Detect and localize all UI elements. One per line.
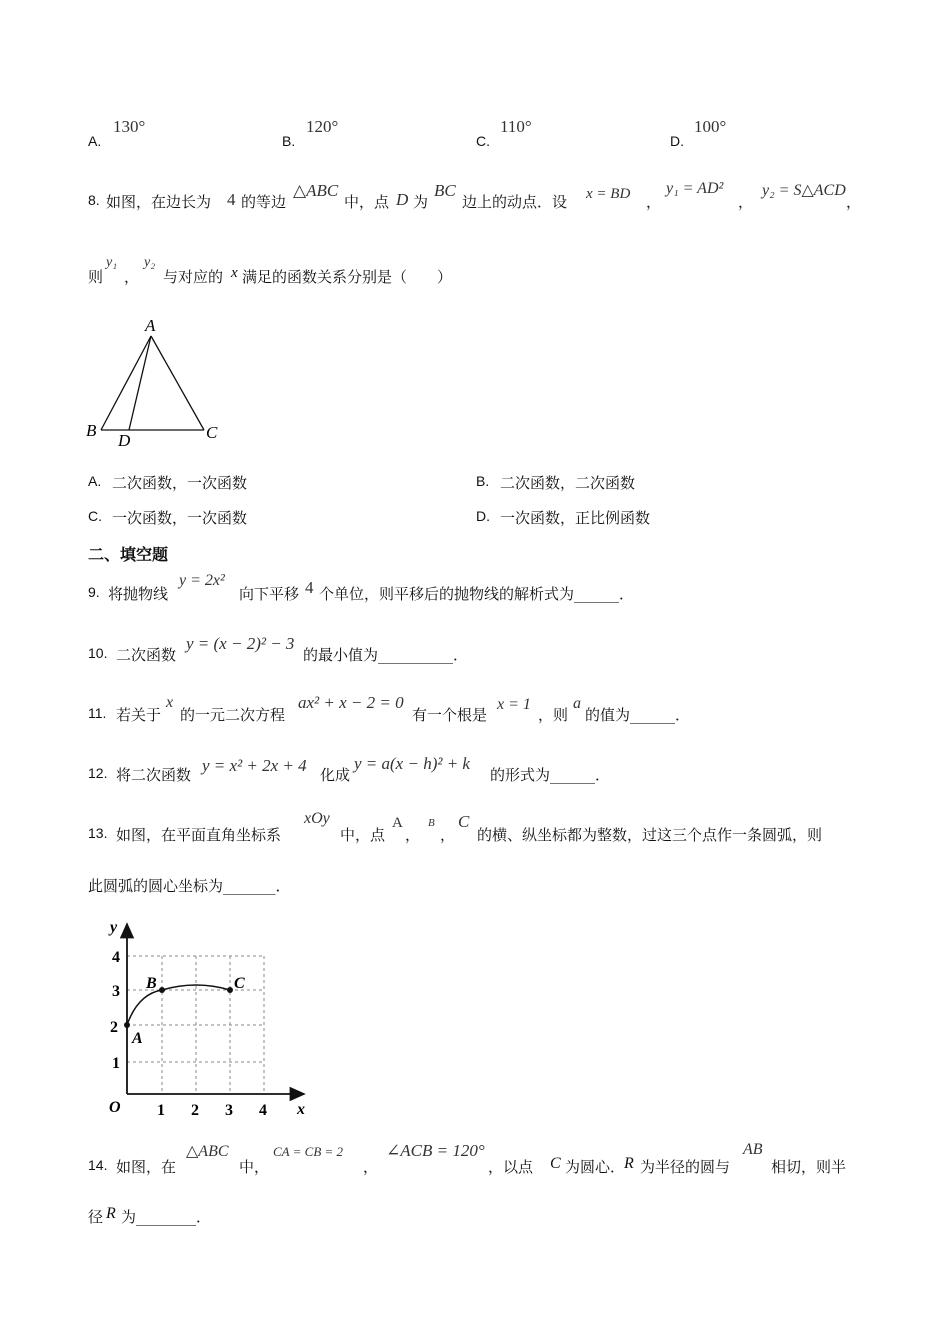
q8-comma-4: ，: [124, 268, 140, 286]
q13-x-label: x: [297, 1101, 305, 1118]
q9-text-1: 将抛物线: [108, 585, 169, 603]
q8-comma-1: ，: [646, 193, 662, 211]
q8-text-4: 为: [413, 193, 429, 211]
q13-arc: [127, 985, 230, 1025]
q13-y-tick-2: 2: [110, 1019, 118, 1036]
q11-root: x = 1: [497, 696, 531, 713]
q7-option-b-letter: B.: [282, 133, 296, 149]
q13-y-tick-4: 4: [112, 949, 120, 966]
q14-radius-r-2: R: [106, 1205, 116, 1222]
q8-y1: y₁: [106, 255, 118, 270]
q14-text-3: ，以点: [488, 1158, 534, 1176]
q8-y1-def: y₁ = AD²: [666, 180, 724, 197]
q8-bc: BC: [434, 181, 456, 200]
q8-text-1: 如图，在边长为: [106, 193, 212, 211]
q8-side: 4: [227, 190, 236, 209]
q12-equation-2: y = a(x − h)² + k: [354, 754, 470, 773]
q13-x-tick-1: 1: [157, 1102, 165, 1119]
q8-option-a-letter: A.: [88, 473, 102, 489]
q14-ab: AB: [743, 1141, 763, 1158]
q13-coordinate-system: xOy: [304, 810, 330, 827]
q12-number: 12.: [88, 765, 108, 781]
q8-option-c-text: 一次函数，一次函数: [112, 509, 248, 527]
q10-text-2: 的最小值为__________．: [303, 646, 469, 664]
q8-option-c-letter: C.: [88, 508, 102, 524]
q8-fig-label-b: B: [86, 421, 97, 440]
q13-number: 13.: [88, 825, 108, 841]
q7-option-a-letter: A.: [88, 133, 102, 149]
q8-x: x: [231, 265, 238, 281]
q13-graph-label-b: B: [146, 975, 157, 992]
q8-text-8: 满足的函数关系分别是（ ）: [242, 268, 453, 286]
q7-option-c-letter: C.: [476, 133, 490, 149]
q8-triangle-figure: [80, 312, 230, 452]
q13-dot-b: [159, 987, 165, 993]
q8-point-d: D: [396, 190, 409, 209]
q13-text-3: 的横、纵坐标都为整数，过这三个点作一条圆弧，则: [477, 826, 823, 844]
q8-text-5: 边上的动点．设: [462, 193, 568, 211]
q11-equation: ax² + x − 2 = 0: [298, 693, 404, 712]
q8-option-b-letter: B.: [476, 473, 490, 489]
q13-dot-c: [227, 987, 233, 993]
q13-x-tick-3: 3: [225, 1102, 233, 1119]
q13-x-tick-4: 4: [259, 1102, 267, 1119]
q8-y2-def: y₂ = S△ACD: [762, 182, 846, 199]
q8-comma-3: ，: [846, 193, 862, 211]
q11-number: 11.: [88, 705, 107, 721]
q8-text-7: 与对应的: [163, 268, 224, 286]
q13-y-tick-3: 3: [112, 983, 120, 1000]
q11-a: a: [573, 695, 581, 712]
q11-text-2: 的一元二次方程: [180, 706, 286, 724]
q7-option-d-value: 100°: [694, 117, 727, 136]
q10-number: 10.: [88, 645, 108, 661]
q8-fig-label-a: A: [145, 316, 156, 335]
q8-triangle: △ABC: [293, 181, 339, 200]
q7-option-a-value: 130°: [113, 117, 146, 136]
q9-number: 9.: [88, 584, 100, 600]
q13-text-1: 如图，在平面直角坐标系: [116, 826, 282, 844]
q8-option-d-letter: D.: [476, 508, 490, 524]
q14-text-1: 如图，在: [116, 1158, 177, 1176]
q11-text-3: 有一个根是: [412, 706, 488, 724]
q11-x: x: [166, 694, 174, 711]
q11-text-4: ，则: [538, 706, 569, 724]
q13-x-tick-2: 2: [191, 1102, 199, 1119]
q13-text-4: 此圆弧的圆心坐标为_______．: [88, 877, 291, 895]
q8-number: 8.: [88, 192, 100, 208]
q9-shift: 4: [305, 578, 314, 597]
q7-option-d-letter: D.: [670, 133, 684, 149]
q13-coordinate-graph: [90, 912, 320, 1122]
q8-option-d-text: 一次函数，正比例函数: [500, 509, 651, 527]
q8-text-6: 则: [88, 268, 104, 286]
section-heading: 二、填空题: [88, 545, 169, 564]
q14-text-7: 径: [88, 1208, 104, 1226]
q7-option-c-value: 110°: [500, 117, 532, 136]
q14-number: 14.: [88, 1157, 108, 1173]
q10-text-1: 二次函数: [116, 646, 177, 664]
q14-angle: ∠ACB = 120°: [386, 1141, 485, 1160]
q11-text-1: 若关于: [116, 706, 162, 724]
q13-graph-label-c: C: [234, 975, 245, 992]
q13-dot-a: [124, 1022, 130, 1028]
q14-radius-r: R: [624, 1155, 634, 1172]
q11-text-5: 的值为______．: [585, 706, 691, 724]
q8-fig-label-d: D: [118, 431, 131, 450]
q14-text-4: 为圆心．: [565, 1158, 626, 1176]
q14-text-8: 为________．: [121, 1208, 212, 1226]
q8-fig-label-c: C: [206, 423, 218, 442]
q13-point-c: C: [458, 812, 470, 831]
q14-triangle: △ABC: [186, 1143, 229, 1160]
q12-equation-1: y = x² + 2x + 4: [202, 756, 307, 775]
q8-x-def: x = BD: [586, 186, 631, 202]
q13-point-a: A: [392, 815, 403, 831]
q9-text-2: 向下平移: [239, 585, 300, 603]
q12-text-2: 化成: [320, 766, 351, 784]
q8-text-3: 中，点: [344, 193, 390, 211]
q8-text-2: 的等边: [241, 193, 287, 211]
q13-point-b: B: [428, 817, 435, 829]
q13-y-tick-1: 1: [112, 1055, 120, 1072]
q8-comma-2: ，: [738, 193, 754, 211]
q14-text-6: 相切，则半: [771, 1158, 847, 1176]
q13-origin-label: O: [109, 1099, 121, 1116]
q14-text-5: 为半径的圆与: [640, 1158, 731, 1176]
q9-text-3: 个单位，则平移后的抛物线的解析式为______．: [319, 585, 635, 603]
q13-sep-1: ，: [405, 826, 421, 844]
q7-option-b-value: 120°: [306, 117, 339, 136]
q14-text-2: 中，: [239, 1158, 270, 1176]
q8-option-a-text: 二次函数，一次函数: [112, 474, 248, 492]
q14-sep: ，: [363, 1158, 379, 1176]
q8-option-b-text: 二次函数，二次函数: [500, 474, 636, 492]
q12-text-1: 将二次函数: [116, 766, 192, 784]
q13-sep-2: ，: [440, 826, 456, 844]
q14-point-c: C: [550, 1155, 561, 1172]
q12-text-3: 的形式为______．: [490, 766, 611, 784]
q8-y2: y₂: [144, 255, 156, 270]
q13-graph-label-a: A: [132, 1030, 143, 1047]
q13-y-label: y: [110, 919, 118, 936]
q13-text-2: 中，点: [340, 826, 386, 844]
q10-equation: y = (x − 2)² − 3: [186, 634, 295, 653]
q14-equation-1: CA = CB = 2: [273, 1144, 344, 1159]
q9-equation: y = 2x²: [179, 572, 225, 589]
